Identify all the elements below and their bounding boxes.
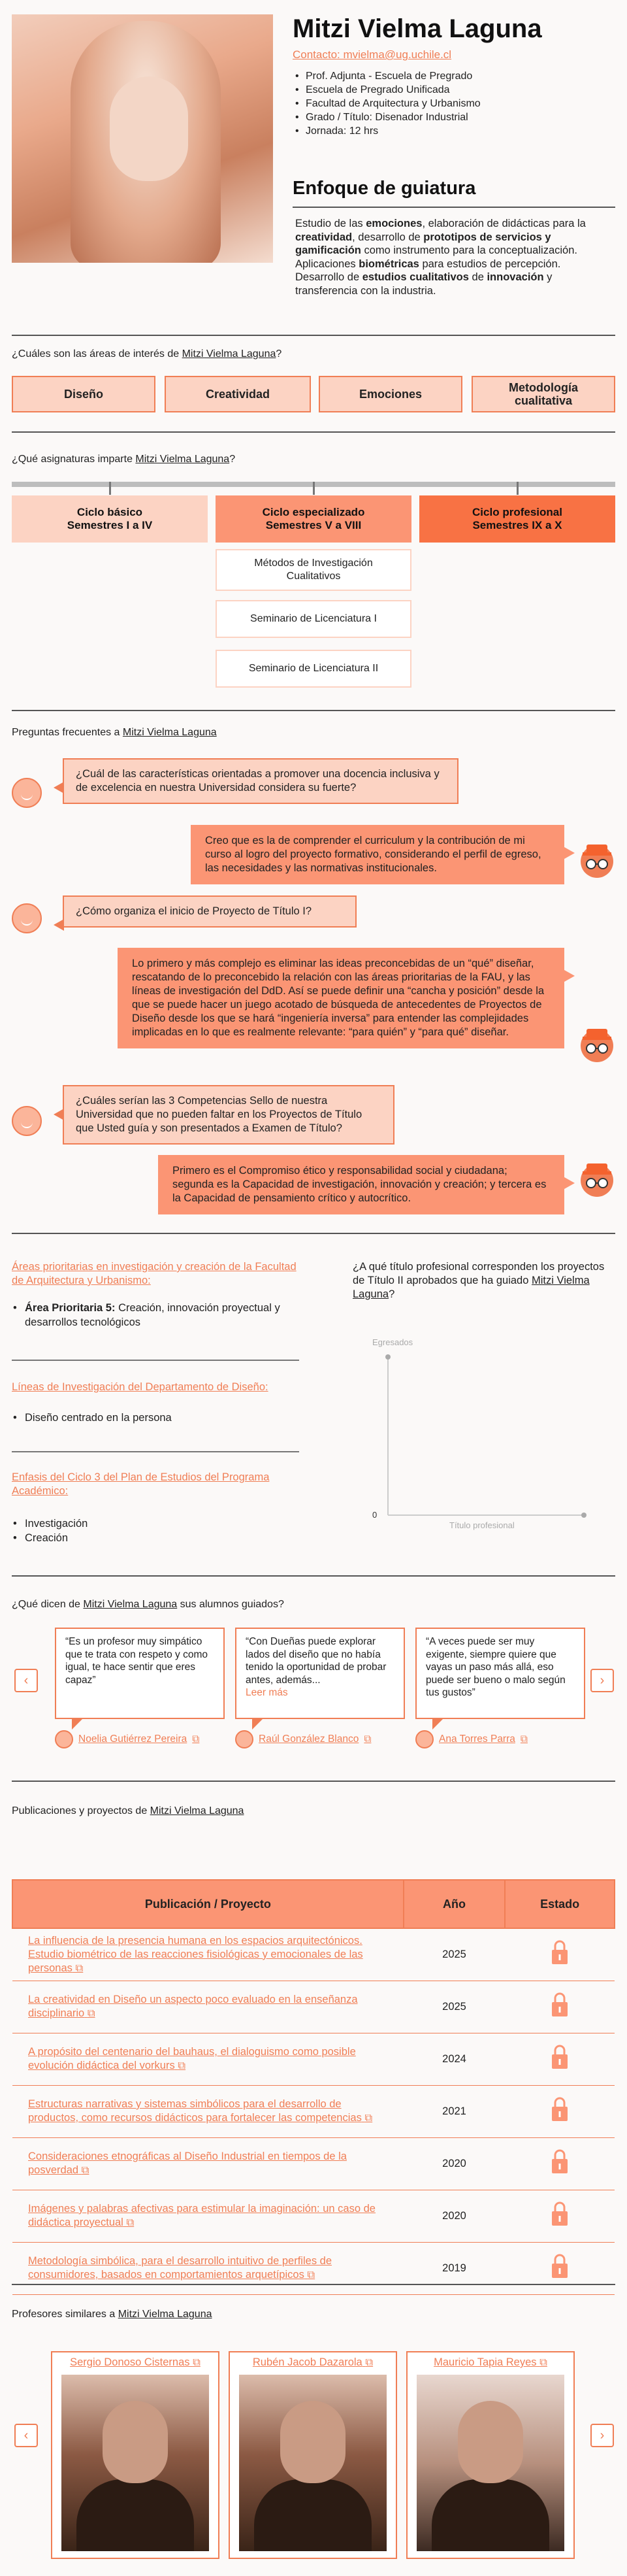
external-link-icon: ⧉: [193, 2356, 201, 2368]
testimonials-question: ¿Qué dicen de Mitzi Vielma Laguna sus alumnos guiados?: [12, 1599, 284, 1610]
table-row: [12, 2085, 615, 2137]
student-avatar-icon: [235, 1730, 253, 1748]
col-header: Estado: [505, 1880, 615, 1928]
professor-card[interactable]: Mauricio Tapia Reyes ⧉: [406, 2351, 575, 2559]
professor-photo: [239, 2375, 387, 2551]
chart-y-tick: 0: [372, 1510, 378, 1520]
chart-question: ¿A qué título profesional corresponden los proyectos de Título II aprobados que ha guiado Mitzi Vielma Laguna?: [353, 1261, 605, 1300]
professor-avatar-icon: [579, 1161, 615, 1197]
lock-icon: [550, 2148, 570, 2175]
profile-photo: [12, 14, 273, 263]
professor-avatar-icon: [579, 842, 615, 878]
col-header: Año: [404, 1880, 506, 1928]
interests-question: ¿Cuáles son las áreas de interés de Mitzi Vielma Laguna?: [12, 348, 282, 360]
lock-icon: [550, 1939, 570, 1966]
publication-year: 2020: [404, 2137, 506, 2190]
subjects-question: ¿Qué asignaturas imparte Mitzi Vielma Laguna?: [12, 454, 236, 465]
publication-link[interactable]: La influencia de la presencia humana en los espacios arquitectónicos. Estudio biométrico de las reacciones fisiológicas y emocionales de las personas ⧉: [12, 1928, 404, 1981]
cycle-professional[interactable]: Ciclo profesional Semestres IX a X: [419, 495, 615, 543]
interest-area: Emociones: [319, 376, 462, 412]
detail-item: • Jornada: 12 hrs: [294, 124, 481, 138]
enfoque-title: Enfoque de guiatura: [293, 178, 476, 199]
faq-question: ¿Cómo organiza el inicio de Proyecto de Título I?: [63, 895, 357, 928]
publication-year: 2025: [404, 1928, 506, 1981]
course-item: Métodos de Investigación Cualitativos: [216, 549, 411, 591]
student-avatar-icon: [415, 1730, 434, 1748]
testimonial-card: “Es un profesor muy simpático que te trata con respeto y como igual, te hace sentir que eres capaz”: [55, 1628, 225, 1719]
publication-year: 2025: [404, 1981, 506, 2033]
read-more-link[interactable]: Leer más: [246, 1687, 288, 1698]
similar-title: Profesores similares a Mitzi Vielma Laguna: [12, 2309, 212, 2320]
publications-table: [12, 1879, 615, 2295]
publication-link[interactable]: Consideraciones etnográficas al Diseño Industrial en tiempos de la posverdad ⧉: [12, 2137, 404, 2190]
similar-prev-button[interactable]: ‹: [14, 2424, 38, 2447]
professor-photo: [61, 2375, 209, 2551]
publication-link[interactable]: Imágenes y palabras afectivas para estimular la imaginación: un caso de didáctica proyectual ⧉: [12, 2190, 404, 2242]
detail-item: • Facultad de Arquitectura y Urbanismo: [294, 97, 481, 110]
publication-year: 2024: [404, 2033, 506, 2085]
lock-icon: [550, 2252, 570, 2280]
external-link-icon: ⧉: [364, 2112, 373, 2124]
publication-link[interactable]: Metodología simbólica, para el desarrollo intuitivo de perfiles de consumidores, basados en comportamientos arquetípicos ⧉: [12, 2242, 404, 2294]
cycle-specialized[interactable]: Ciclo especializado Semestres V a VIII: [216, 495, 411, 543]
chart-ylabel: Egresados: [372, 1337, 413, 1347]
course-item: Seminario de Licenciatura II: [216, 650, 411, 688]
table-row: [12, 1928, 615, 1981]
detail-item: • Prof. Adjunta - Escuela de Pregrado: [294, 69, 481, 83]
external-link-icon: ⧉: [192, 1733, 200, 1745]
lock-icon: [550, 2096, 570, 2123]
interest-area: Diseño: [12, 376, 155, 412]
chart-xlabel: Título profesional: [449, 1520, 515, 1530]
lock-icon: [550, 2043, 570, 2071]
col-header: Publicación / Proyecto: [12, 1880, 404, 1928]
table-row: [12, 2033, 615, 2085]
detail-item: • Grado / Título: Disenador Industrial: [294, 110, 481, 124]
external-link-icon: ⧉: [87, 2007, 95, 2019]
professor-card[interactable]: Rubén Jacob Dazarola ⧉: [229, 2351, 397, 2559]
publication-link[interactable]: La creatividad en Diseño un aspecto poco evaluado en la enseñanza disciplinario ⧉: [12, 1981, 404, 2033]
testimonial-author-link[interactable]: Raúl González Blanco ⧉: [235, 1730, 371, 1748]
publication-year: 2019: [404, 2242, 506, 2294]
faq-answer: Primero es el Compromiso ético y responsabilidad social y ciudadana; segunda es la Capacidad de investigación, innovación y creación; y tercera es la Capacidad de pensamiento crítico y autocrítico.: [158, 1155, 564, 1214]
testimonials-next-button[interactable]: ›: [590, 1669, 614, 1692]
testimonials-prev-button[interactable]: ‹: [14, 1669, 38, 1692]
faculty-areas-link[interactable]: Áreas prioritarias en investigación y creación de la Facultad de Arquitectura y Urbanismo:: [12, 1261, 297, 1286]
contact-email-link[interactable]: Contacto: mvielma@ug.uchile.cl: [293, 48, 452, 61]
table-row: [12, 2137, 615, 2190]
faq-question: ¿Cuáles serían las 3 Competencias Sello de nuestra Universidad que no pueden faltar en los Proyectos de Título que Usted guía y son presentados a Examen de Título?: [63, 1085, 394, 1145]
testimonial-author-link[interactable]: Noelia Gutiérrez Pereira ⧉: [55, 1730, 199, 1748]
testimonial-author-link[interactable]: Ana Torres Parra ⧉: [415, 1730, 528, 1748]
lock-icon: [550, 2200, 570, 2228]
emphasis-link[interactable]: Enfasis del Ciclo 3 del Plan de Estudios del Programa Académico:: [12, 1471, 270, 1497]
external-link-icon: ⧉: [75, 1962, 84, 1974]
research-lines: • Diseño centrado en la persona: [12, 1411, 172, 1425]
publication-year: 2021: [404, 2085, 506, 2137]
priority-area: • Área Prioritaria 5: Creación, innovación proyectual y desarrollos tecnológicos: [12, 1301, 306, 1330]
student-avatar-icon: [55, 1730, 73, 1748]
title-chart: [372, 1327, 594, 1543]
professor-card[interactable]: Sergio Donoso Cisternas ⧉: [51, 2351, 219, 2559]
student-avatar-icon: [12, 1106, 42, 1136]
publication-link[interactable]: A propósito del centenario del bauhaus, el dialoguismo como posible evolución didáctica del vorkurs ⧉: [12, 2033, 404, 2085]
similar-next-button[interactable]: ›: [590, 2424, 614, 2447]
external-link-icon: ⧉: [126, 2216, 135, 2228]
external-link-icon: ⧉: [178, 2060, 186, 2071]
faq-answer: Creo que es la de comprender el curriculum y la contribución de mi curso al logro del proyecto formativo, considerando el perfil de egreso, las necesidades y las normativas institucionales.: [191, 825, 564, 884]
student-avatar-icon: [12, 903, 42, 933]
faq-answer: Lo primero y más complejo es eliminar las ideas preconcebidas de un “qué” diseñar, rescatando de lo preconcebido la relación con las áreas prioritarias de la FAU, y las líneas de investigación del DdD. Así se puede definir una “cancha y posición” desde la que se puede hacer un juego acotado de búsqueda de antecedentes de Proyectos de Diseño desde los que se hará “ingeniería inversa” para entender las complejidades implicadas en lo que es realmente relevante: “para quién” y “para qué” diseñar.: [118, 948, 564, 1048]
detail-item: • Escuela de Pregrado Unificada: [294, 83, 481, 97]
external-link-icon: ⧉: [307, 2269, 315, 2281]
interest-area: Metodología cualitativa: [472, 376, 615, 412]
testimonial-card: “Con Dueñas puede explorar lados del diseño que no había tenido la oportunidad de probar antes, además... Leer más: [235, 1628, 405, 1719]
emphasis-list: • Investigación • Creación: [12, 1516, 88, 1545]
table-row: [12, 2190, 615, 2242]
professor-avatar-icon: [579, 1026, 615, 1063]
research-lines-link[interactable]: Líneas de Investigación del Departamento de Diseño:: [12, 1381, 268, 1393]
external-link-icon: ⧉: [364, 1733, 372, 1745]
lock-icon: [550, 1991, 570, 2018]
external-link-icon: ⧉: [81, 2164, 89, 2176]
course-item: Seminario de Licenciatura I: [216, 600, 411, 638]
profile-name: Mitzi Vielma Laguna: [293, 14, 542, 43]
student-avatar-icon: [12, 778, 42, 808]
cycle-basic[interactable]: Ciclo básico Semestres I a IV: [12, 495, 208, 543]
table-row: [12, 2242, 615, 2294]
external-link-icon: ⧉: [539, 2356, 547, 2368]
enfoque-text: Estudio de las emociones, elaboración de didácticas para la creatividad, desarrollo de prototipos de servicios y gamificación como instrumento para la conceptualización. Aplicaciones biométricas para estudios de percepción. Desarrollo de estudios cualitativos de innovación y transferencia con la industria.: [295, 218, 586, 297]
publication-link[interactable]: Estructuras narrativas y sistemas simbólicos para el desarrollo de productos, como recursos didácticos para fortalecer las competencias ⧉: [12, 2085, 404, 2137]
publication-year: 2020: [404, 2190, 506, 2242]
interest-area: Creatividad: [165, 376, 311, 412]
chart-x-axis-end: [581, 1513, 587, 1518]
professor-photo: [417, 2375, 564, 2551]
testimonial-card: “A veces puede ser muy exigente, siempre quiere que vayas un paso más allá, eso puede ser bueno o malo según tus gustos”: [415, 1628, 585, 1719]
faq-question: ¿Cuál de las características orientadas a promover una docencia inclusiva y de excelencia en nuestra Universidad considera su fuerte?: [63, 758, 458, 804]
faq-title: Preguntas frecuentes a Mitzi Vielma Laguna: [12, 727, 217, 738]
profile-details: [294, 69, 481, 138]
table-row: [12, 1981, 615, 2033]
external-link-icon: ⧉: [520, 1733, 528, 1745]
publications-title: Publicaciones y proyectos de Mitzi Vielma Laguna: [12, 1805, 244, 1816]
external-link-icon: ⧉: [365, 2356, 374, 2368]
chart-y-axis-end: [385, 1354, 391, 1360]
